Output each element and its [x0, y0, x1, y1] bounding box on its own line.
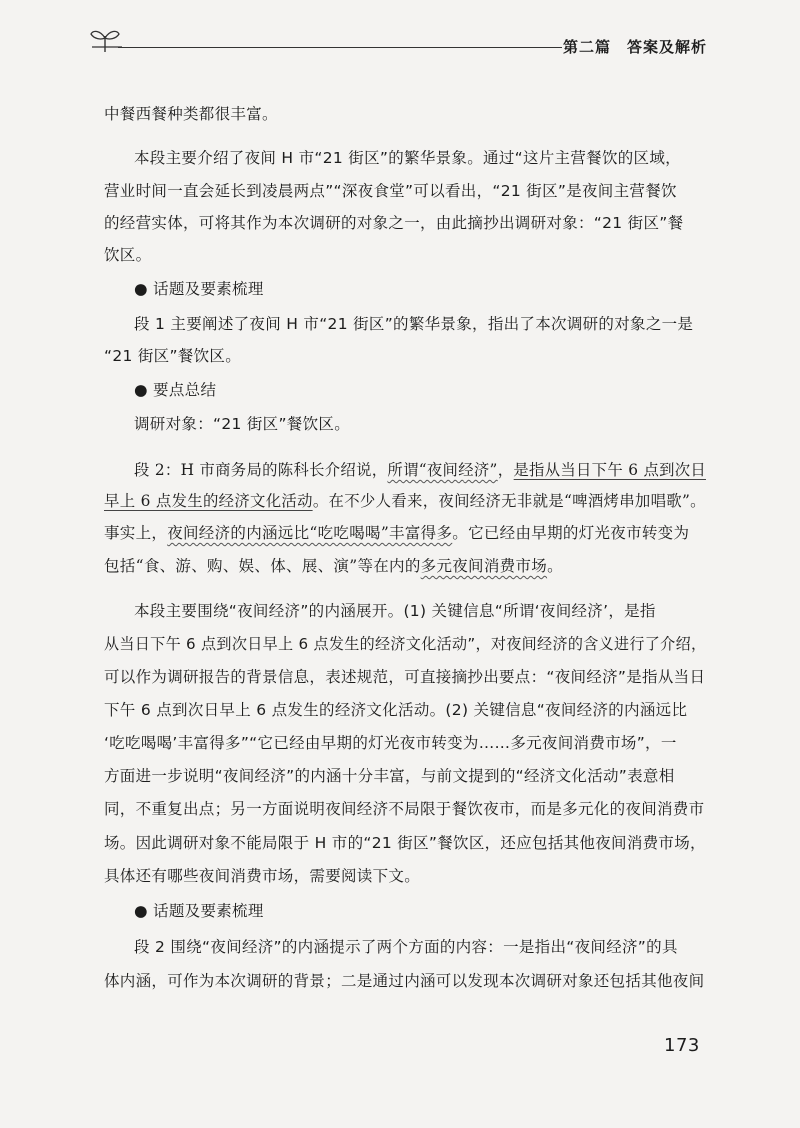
quote-text: 。 [547, 557, 563, 575]
text-line: 段 2 围绕“夜间经济”的内涵提示了两个方面的内容：一是指出“夜间经济”的具 [134, 938, 678, 956]
text-line: 的经营实体，可将其作为本次调研的对象之一，由此摘抄出调研对象：“21 街区”餐 [104, 214, 684, 232]
text-line: 同，不重复出点；另一方面说明夜间经济不局限于餐饮夜市，而是多元化的夜间消费市 [104, 800, 705, 818]
text-line: 调研对象：“21 街区”餐饮区。 [134, 415, 351, 433]
quote-text: 。它已经由早期的灯光夜市转变为 [452, 524, 690, 542]
wavy-underlined-text: 夜间经济的内涵远比“吃吃喝喝”丰富得多 [167, 524, 453, 542]
underlined-text: 是指从当日下午 6 点到次日 [513, 461, 707, 479]
quote-text: 事实上， [104, 524, 168, 542]
quoted-line [104, 491, 706, 511]
wavy-underlined-text: 所谓“夜间经济” [387, 461, 498, 479]
text-line: 营业时间一直会延长到凌晨两点”“深夜食堂”可以看出，“21 街区”是夜间主营餐饮 [104, 182, 677, 200]
quote-text: 包括“食、游、购、娱、体、展、演”等在内的 [104, 557, 421, 575]
header-rule [118, 47, 554, 48]
wavy-underlined-text: 多元夜间消费市场 [420, 557, 548, 575]
text-line: 本段主要围绕“夜间经济”的内涵展开。(1) 关键信息“所谓‘夜间经济’，是指 [134, 602, 656, 620]
quote-text: 。在不少人看来，夜间经济无非就是“啤酒烤串加唱歌”。 [312, 492, 706, 510]
quote-text: 段 2：H 市商务局的陈科长介绍说， [134, 461, 388, 479]
running-header-title: 第二篇 答案及解析 [563, 38, 708, 56]
text-line: “21 街区”餐饮区。 [104, 347, 242, 365]
text-line: 中餐西餐种类都很丰富。 [104, 105, 278, 123]
text-line: 饮区。 [104, 246, 152, 264]
quoted-line [104, 556, 563, 576]
text-line: 段 1 主要阐述了夜间 H 市“21 街区”的繁华景象，指出了本次调研的对象之一是 [134, 315, 694, 333]
section-heading: ● 要点总结 [134, 381, 217, 399]
section-heading: ● 话题及要素梳理 [134, 280, 264, 298]
header-rule-end [554, 47, 562, 48]
text-line: 具体还有哪些夜间消费市场，需要阅读下文。 [104, 867, 421, 885]
text-line: 从当日下午 6 点到次日早上 6 点发生的经济文化活动”，对夜间经济的含义进行了介绍， [104, 635, 707, 653]
quoted-line [134, 460, 706, 480]
text-line: 下午 6 点到次日早上 6 点发生的经济文化活动。(2) 关键信息“夜间经济的内涵远比 [104, 701, 688, 719]
section-heading: ● 话题及要素梳理 [134, 902, 264, 920]
text-line: 可以作为调研报告的背景信息，表述规范，可直接摘抄出要点：“夜间经济”是指从当日 [104, 668, 706, 686]
quoted-line [104, 523, 689, 543]
underlined-text: 早上 6 点发生的经济文化活动 [104, 492, 313, 510]
text-line: 本段主要介绍了夜间 H 市“21 街区”的繁华景象。通过“这片主营餐饮的区域， [134, 149, 681, 167]
page-number: 173 [664, 1035, 700, 1056]
quote-text: ， [497, 461, 514, 479]
text-line: ‘吃吃喝喝’丰富得多”“它已经由早期的灯光夜市转变为……多元夜间消费市场”，一 [104, 734, 677, 752]
text-line: 场。因此调研对象不能局限于 H 市的“21 街区”餐饮区，还应包括其他夜间消费市场， [104, 834, 706, 852]
text-line: 体内涵，可作为本次调研的背景；二是通过内涵可以发现本次调研对象还包括其他夜间 [104, 972, 705, 990]
text-line: 方面进一步说明“夜间经济”的内涵十分丰富，与前文提到的“经济文化活动”表意相 [104, 767, 675, 785]
sprout-icon [88, 26, 122, 54]
